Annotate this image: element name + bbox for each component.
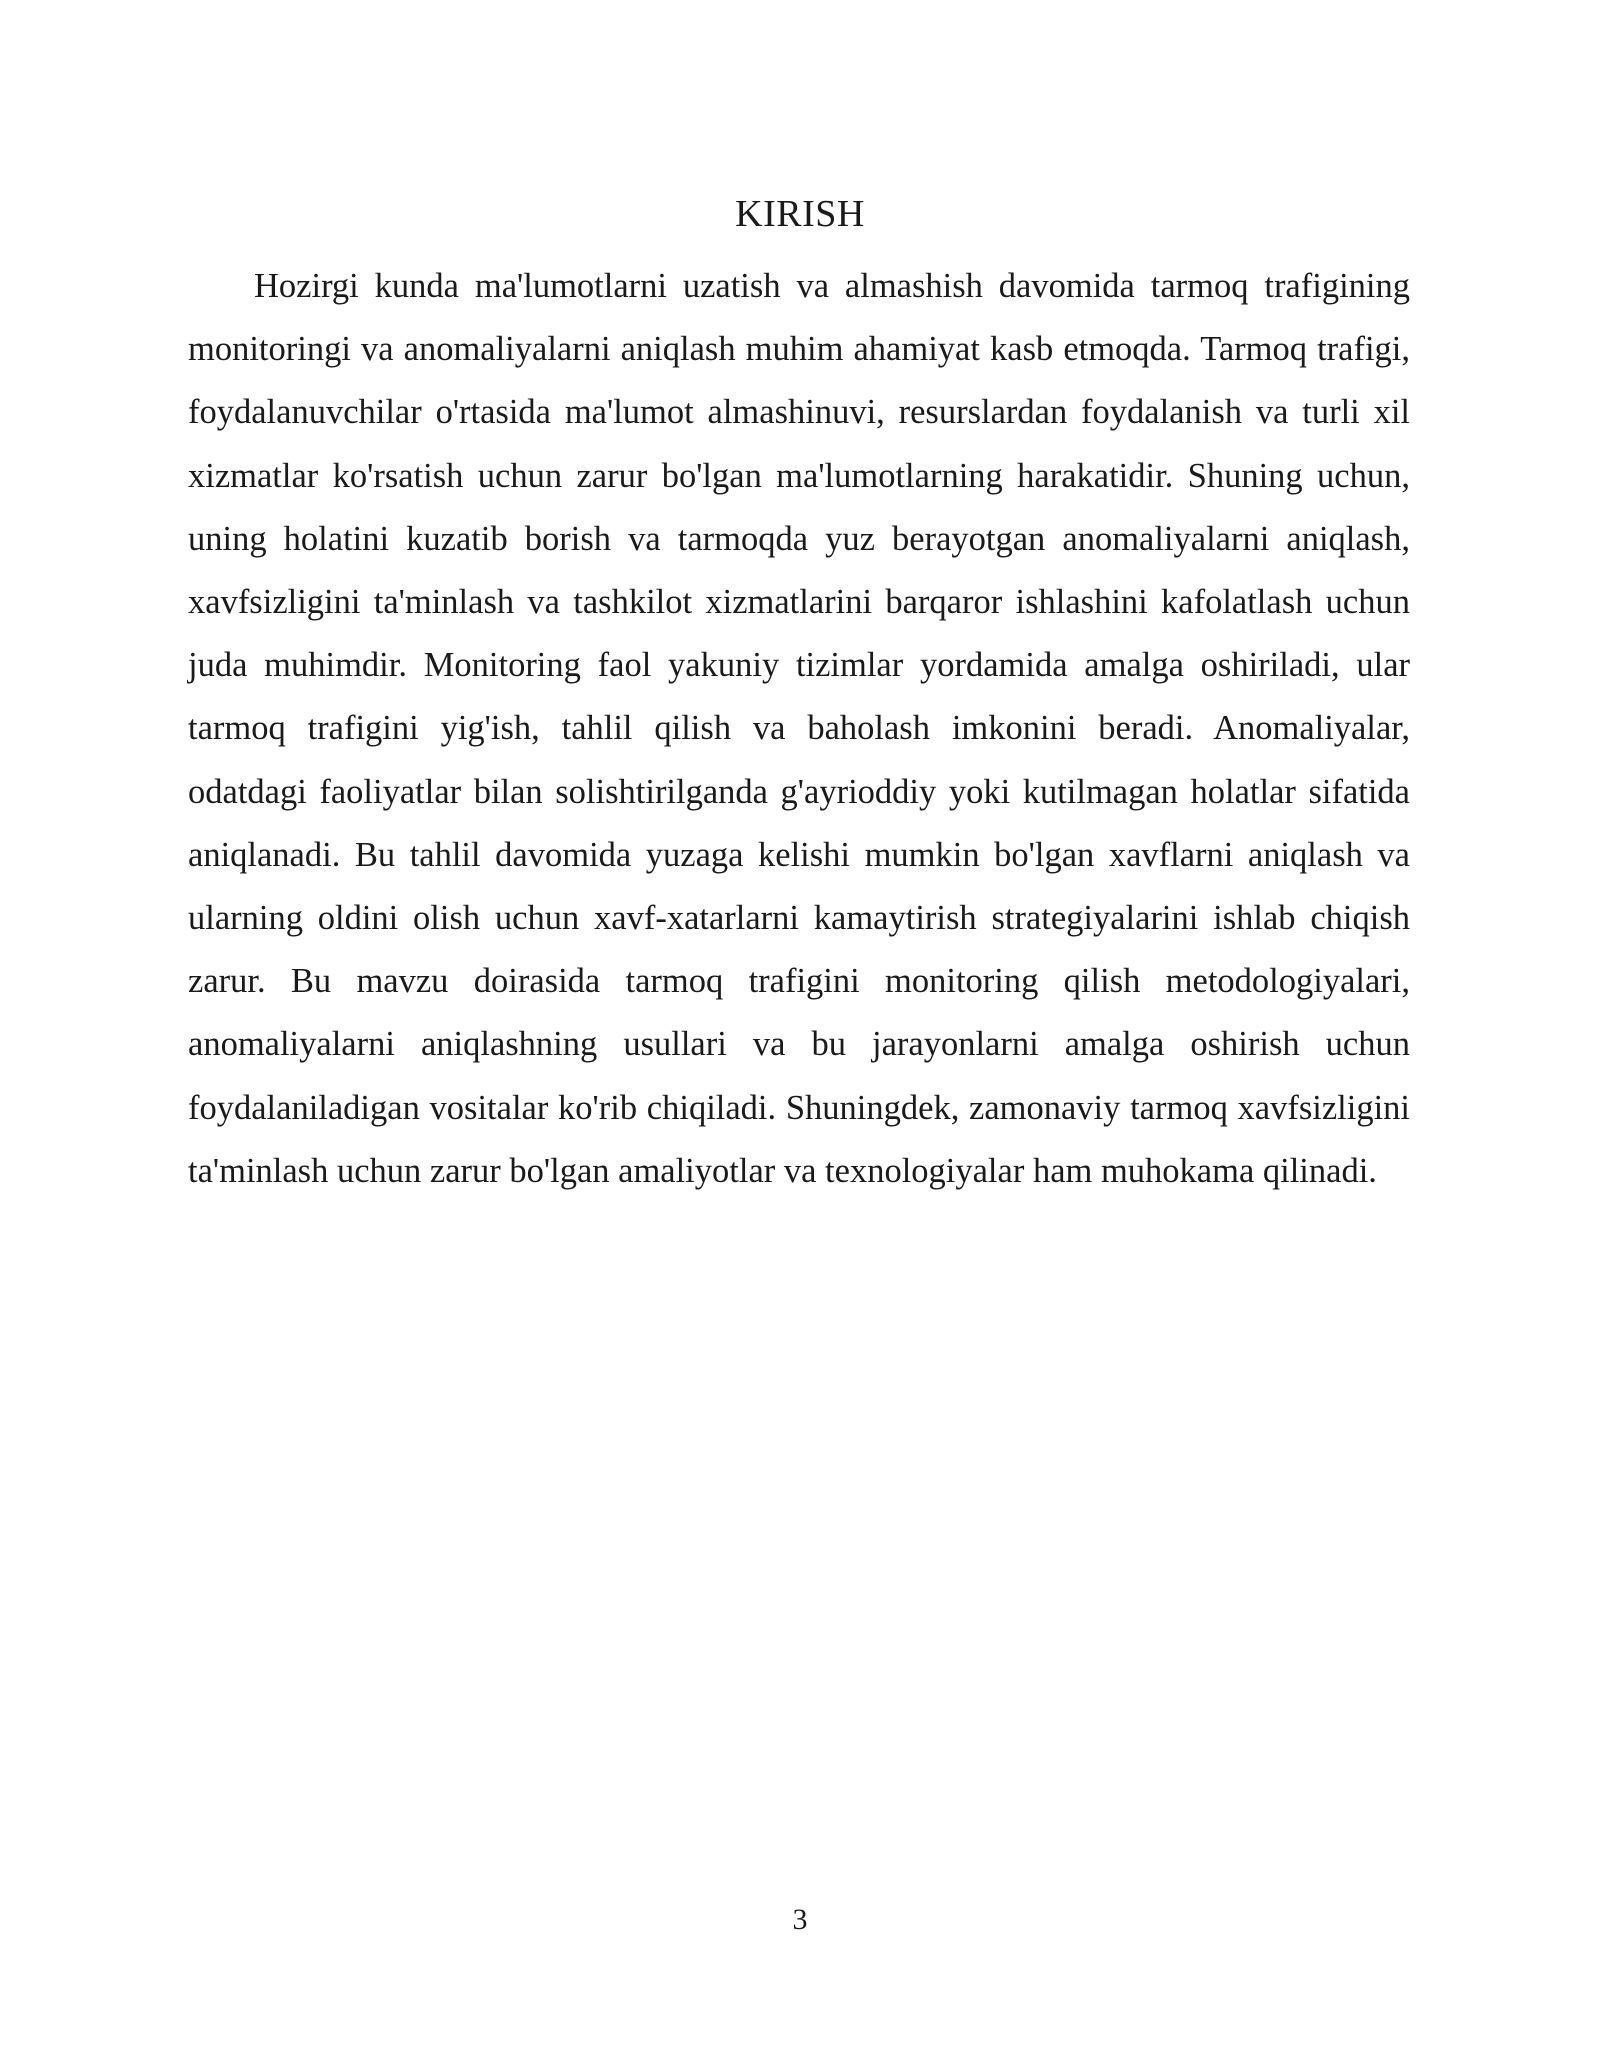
section-title: KIRISH: [735, 193, 865, 235]
page-number: 3: [792, 1903, 808, 1936]
intro-paragraph: Hozirgi kunda ma'lumotlarni uzatish va almashish davomida tarmoq trafigining monitoringi va anomaliyalarni aniqlash muhim ahamiyat kasb etmoqda. Tarmoq trafigi, foydalanuvchilar o'rtasida ma'lumot almashinuvi, resurslardan foydalanish va turli xil xizmatlar ko'rsatish uchun zarur bo'lgan ma'lumotlarning harakatidir. Shuning uchun, uning holatini kuzatib borish va tarmoqda yuz berayotgan anomaliyalarni aniqlash, xavfsizligini ta'minlash va tashkilot xizmatlarini barqaror ishlashini kafolatlash uchun juda muhimdir. Monitoring faol yakuniy tizimlar yordamida amalga oshiriladi, ular tarmoq trafigini yig'ish, tahlil qilish va baholash imkonini beradi. Anomaliyalar, odatdagi faoliyatlar bilan solishtirilganda g'ayrioddiy yoki kutilmagan holatlar sifatida aniqlanadi. Bu tahlil davomida yuzaga kelishi mumkin bo'lgan xavflarni aniqlash va ularning oldini olish uchun xavf-xatarlarni kamaytirish strategiyalarini ishlab chiqish zarur. Bu mavzu doirasida tarmoq trafigini monitoring qilish metodologiyalari, anomaliyalarni aniqlashning usullari va bu jarayonlarni amalga oshirish uchun foydalaniladigan vositalar ko'rib chiqiladi. Shuningdek, zamonaviy tarmoq xavfsizligini ta'minlash uchun zarur bo'lgan amaliyotlar va texnologiyalar ham muhokama qilinadi.: [188, 267, 1410, 1190]
